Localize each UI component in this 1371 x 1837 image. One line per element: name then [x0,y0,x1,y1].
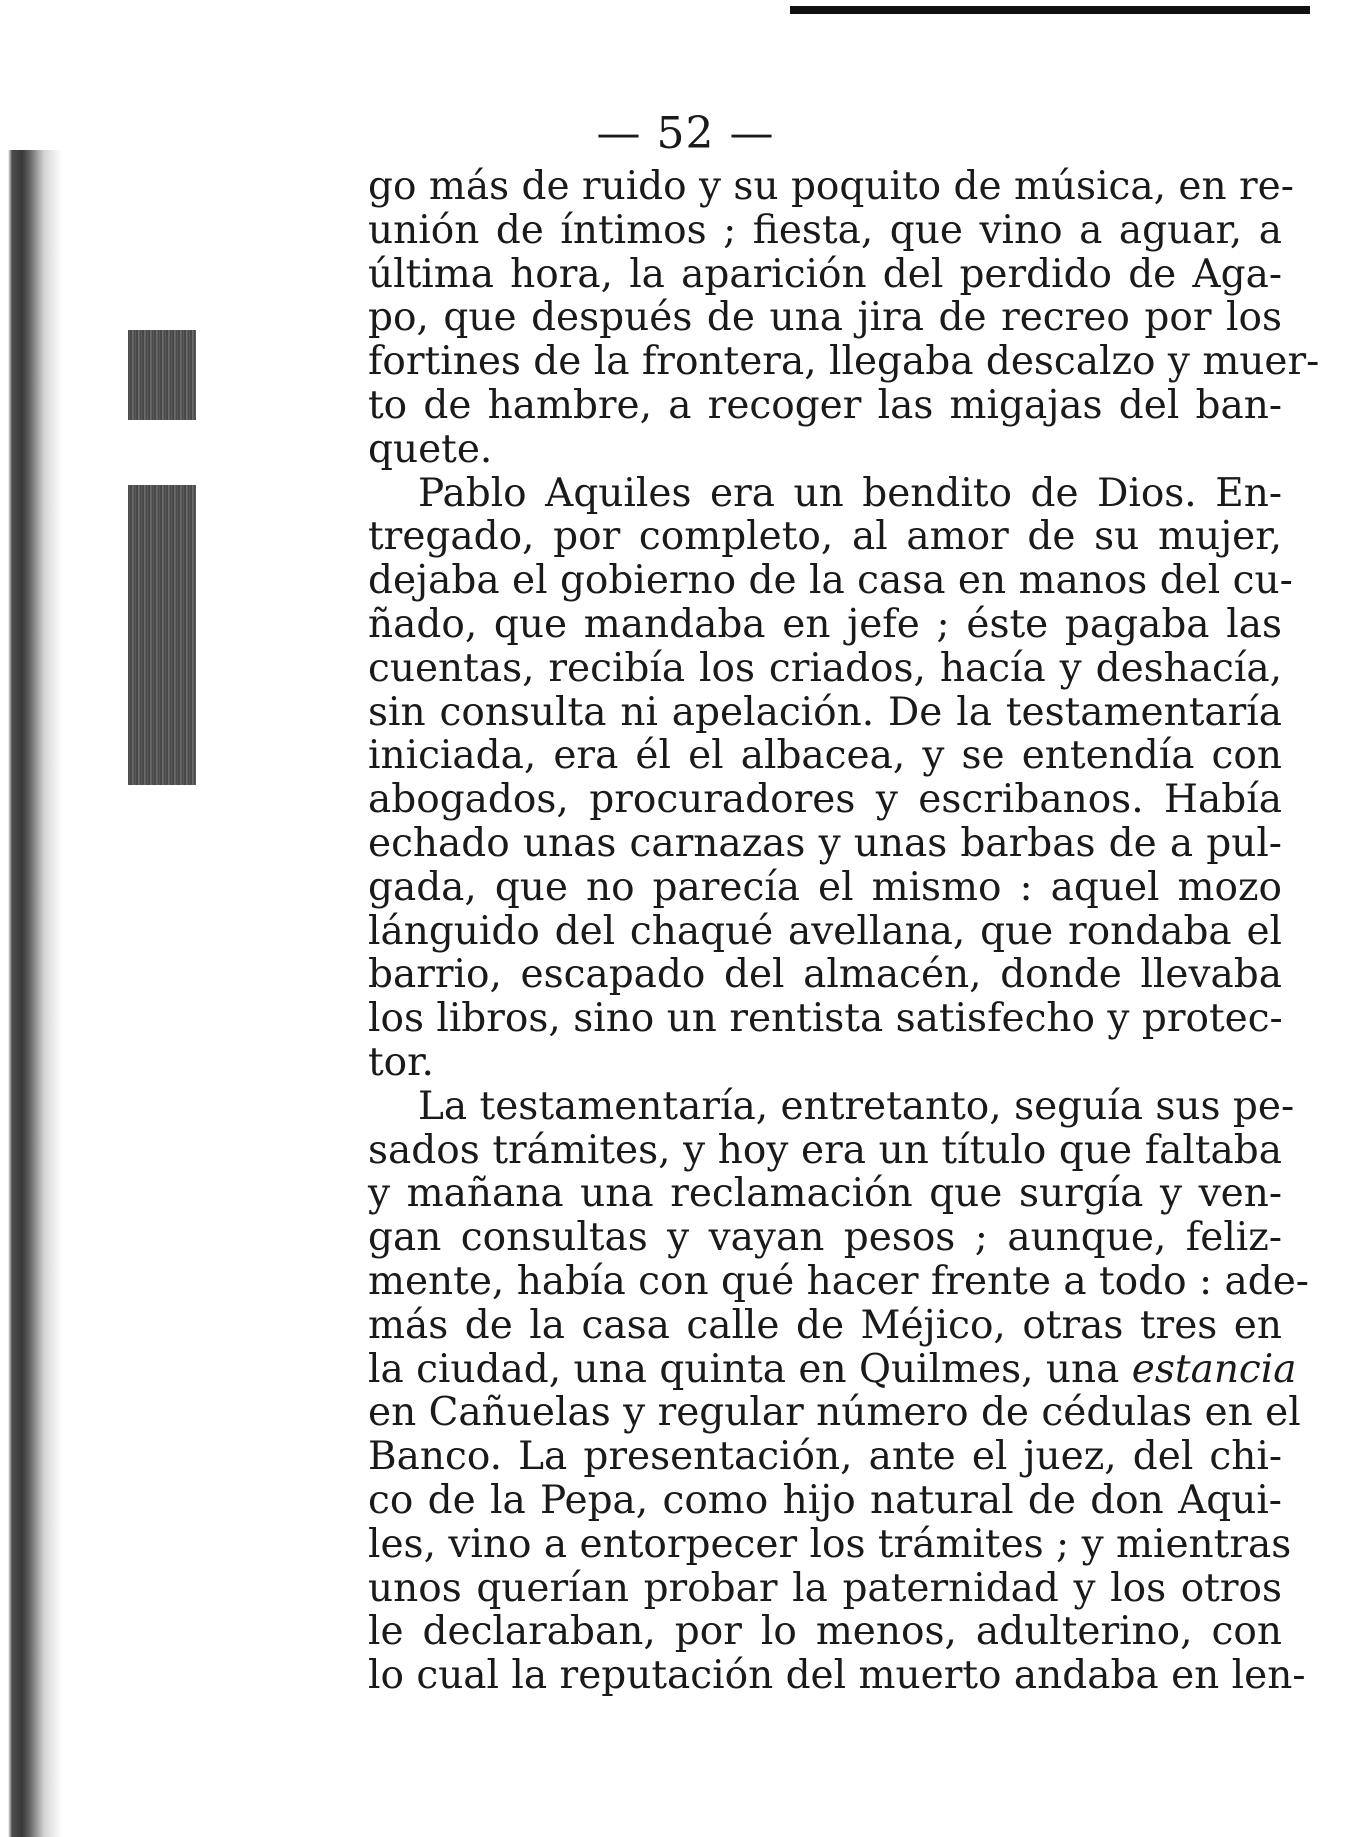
text-line: iniciada, era él el albacea, y se entendía con [368,733,1282,779]
text-line: les, vino a entorpecer los trámites ; y mientras [368,1521,1292,1567]
text-line: Pablo Aquiles era un bendito de Dios. En- [418,470,1282,516]
text-line: fortines de la frontera, llegaba descalzo y muer- [368,339,1320,385]
text-line: más de la casa calle de Méjico, otras tres en [368,1302,1282,1348]
text-line: sados trámites, y hoy era un título que faltaba [368,1127,1282,1173]
italic-word: estancia [1131,1346,1297,1392]
text-line: lánguido del chaqué avellana, que rondaba el [368,908,1282,954]
text-line: lo cual la reputación del muerto andaba en len- [368,1653,1306,1699]
page-number: — 52 — [596,108,775,159]
text-line: cuentas, recibía los criados, hacía y deshacía, [368,645,1282,691]
text-line: tor. [368,1039,434,1085]
text-line: Banco. La presentación, ante el juez, del chi- [368,1434,1282,1480]
body-text [368,164,1320,1699]
text-line: ñado, que mandaba en jefe ; éste pagaba las [368,601,1282,647]
text-line: echado unas carnazas y unas barbas de a pul- [368,820,1282,866]
text-line: co de la Pepa, como hijo natural de don Aqui- [368,1477,1282,1523]
text-line: gan consultas y vayan pesos ; aunque, feliz- [368,1215,1282,1261]
text-line: to de hambre, a recoger las migajas del ban- [368,382,1282,428]
text-line: unos querían probar la paternidad y los otros [368,1565,1282,1611]
text-line: po, que después de una jira de recreo por los [368,295,1282,341]
text-line: mente, había con qué hacer frente a todo : ade- [368,1258,1309,1304]
text-line: abogados, procuradores y escribanos. Había [368,777,1282,823]
text-line [368,1346,1297,1392]
text-line: le declaraban, por lo menos, adulterino, con [368,1609,1282,1655]
text-line: los libros, sino un rentista satisfecho y protec- [368,996,1283,1042]
top-rule [790,6,1310,14]
ink-bleed-mark [128,485,196,785]
text-line: barrio, escapado del almacén, donde llevaba [368,952,1282,998]
ink-bleed-mark [128,330,196,420]
text-line: tregado, por completo, al amor de su mujer, [368,514,1282,560]
text-line: sin consulta ni apelación. De la testamentaría [368,689,1282,735]
text-line: última hora, la aparición del perdido de Aga- [368,251,1282,297]
text-run: la ciudad, una quinta en Quilmes, una [368,1346,1132,1392]
text-line: en Cañuelas y regular número de cédulas en el [368,1390,1301,1436]
text-line: La testamentaría, entretanto, seguía sus pe- [418,1083,1295,1129]
text-line: go más de ruido y su poquito de música, en re- [368,164,1294,209]
text-line: dejaba el gobierno de la casa en manos del cu- [368,558,1293,604]
text-line: quete. [368,426,493,472]
text-line: unión de íntimos ; fiesta, que vino a aguar, a [368,207,1282,253]
book-spine-shadow [0,150,62,1837]
text-line: gada, que no parecía el mismo : aquel mozo [368,864,1282,910]
text-line: y mañana una reclamación que surgía y ven- [368,1171,1282,1217]
